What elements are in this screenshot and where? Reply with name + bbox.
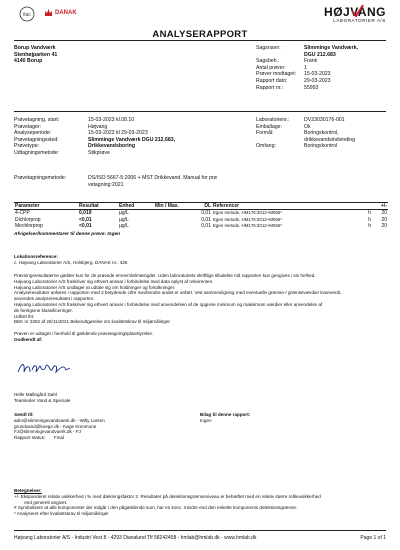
report-notes [14,273,386,343]
note-line: Højvang Laboratorier A/S fraskriver sig ethvert ansvar i forbindelse med anvendelsen af de opgivne minimum og maksimum værdier eller anvendelse af [14,301,323,307]
info-value: 29-03-2023 [304,77,331,84]
report-title: ANALYSERAPPORT [152,29,248,40]
info-row [256,71,388,78]
table-header-cell: Min / Max. [154,203,190,210]
table-header-cell: Parameter [14,203,78,210]
table-cell: Egen metode, HM176:2012+M065* [213,210,282,216]
table-cell: h [368,222,371,229]
signatory-name: Helle Møllegård Dahl [14,392,57,397]
table-cell [154,223,190,229]
ilac-mra-icon [18,6,36,22]
note-line: Analyseresultater anføres i rapporten med 2 betydende cifre medmindre andet er anført. Ved sammenligning med eventuelle grænse-/ grænseværdier kvanverdi, [14,290,342,296]
deviation-comment [14,232,120,239]
info-value: Stikprøve [88,149,110,156]
table-cell: µg/L [119,210,129,217]
info-row [256,130,388,137]
table-header-cell: Enhed [118,203,154,210]
info-value: Ok [304,123,311,130]
page-number: Page 1 of 1 [360,535,386,541]
note-line: BEK nr 2362 af 26/11/2021 Bekendtgørelse om kvalitetskrav til miljømålinger [14,319,170,325]
customer-line: 4140 Borup [14,58,43,65]
note-line: Prøvningsresultaterne gælder kun for de prøvede emner/delmængder. Uden laboratoriets skriftlige tilladelse må rapporten kun gengives i sin helhed. [14,273,316,278]
location-reference [14,254,386,266]
table-cell: Egen metode, HM176:2012+M065* [213,216,282,222]
deviation-text: Afvigelser/kommentarer til denne prøve: Ingen [14,232,121,237]
info-label: Udtagningsmetode: [14,149,59,156]
info-value: Boringskontrol, [304,130,339,137]
table-cell: <0,01 [79,222,92,229]
info-label: Prøvetagning, start: [14,117,60,123]
info-row [256,58,388,65]
danak-text: DANAK [55,10,77,16]
customer-address [14,45,57,65]
info-label: Omfang: [256,143,276,150]
info-value: Drikkevandsboring [88,143,135,150]
info-value: 15-03-2023 kl.08.10 [88,117,135,123]
legend-heading: Betegnelser: [14,488,42,493]
table-cell: 0,019 [79,210,92,217]
info-row [256,65,388,72]
info-value: Slimminge Vandværk, [304,45,358,51]
table-header-cell: DL [190,203,212,210]
company-logo-text: HØJVANG [324,5,386,19]
info-label [256,52,304,59]
info-value: DGU 212.683 [304,51,336,58]
note-line: Udført iht: [14,313,35,319]
legend-line: end generelt angivet. [14,499,68,505]
table-cell: µg/L [119,222,129,229]
check-mark-icon [350,4,364,18]
table-header-cell [342,203,372,210]
legend-line: # Symbolisere at alle komponenter der indgår i den pågældende sum, har en konc. mindre end den enkelte komponents detektionsgrænse. [14,505,298,511]
info-row [256,78,388,85]
table-cell: 0,01 [201,216,211,223]
info-label: Prøvetype: [14,143,40,150]
legend-line: * Analyseret efter kvalitetskrav til miljømålinger [14,511,109,517]
company-logo-subtext: LABORATORIER A/S [333,18,386,23]
sample-info-right [256,117,388,150]
info-row [14,130,244,137]
customer-line: Stenhøjparken 41 [14,51,58,58]
footer-address: Højvang Laboratorier A/S - Industri Vest 8 - 4293 Dianalund Tlf 58242458 - hmlab@hmlab.dk - www.hmlab.dk [14,535,257,541]
results-table [14,202,388,229]
info-value: 55993 [304,84,319,91]
info-label: Laboratorienr.: [256,117,290,123]
info-label: Rapport nr.: [256,84,284,91]
report-status-label: Rapport status: [14,435,46,441]
note-line: Højvang Laboratorier A/S fraskriver sig ethvert ansvar i forbindelse med data oplyst af rekvirenten. [14,278,214,284]
table-header-cell: +/- [372,203,388,210]
table-cell [154,210,190,217]
info-label: Prøver modtaget: [256,71,297,78]
table-header-row [14,203,388,210]
table-cell: 20 [381,210,387,217]
note-line: anvendes analyseresultatet i rapporten. [14,296,95,302]
info-row [14,150,244,157]
danak-logo [44,8,77,18]
info-value: Højvang [88,123,108,130]
info-label: Sagsbeh.: [256,58,280,65]
table-cell: Dichlorprop [15,216,41,223]
case-info [256,45,388,91]
table-row [14,210,388,217]
table-cell: h [368,210,371,217]
sampling-method [14,175,344,188]
svg-text:ilac: ilac [23,12,31,18]
info-row [256,85,388,92]
table-cell: 0,01 [201,222,211,229]
sent-to [14,412,214,441]
recipient-line: FJ@slimmingevandvaerk.dk - FJ [14,429,81,435]
table-cell: µg/L [119,216,129,223]
note-line: Prøven er udtaget i henhold til gældende prøvetagningsplanstyrelse. [14,330,154,336]
info-label: Prøvetager: [14,123,42,130]
info-row [256,117,388,124]
recipient-line: adm@slimmingevandvaerk.dk - Willy Larsen [14,417,105,423]
info-row [14,124,244,131]
location-line: c. Højvang Laboratorier A/S, Holsbjerg. DANAK nr.: 426 [14,259,128,265]
info-value: Frank [304,58,318,65]
attachments-heading: Bilag til denne rapport: [200,412,251,417]
info-value: 1 [304,64,307,71]
footer-divider [14,530,386,531]
report-status-value: Final [54,435,64,441]
info-value: Slimminge Vandværk DGU 212.683, [88,136,176,143]
signatory [14,392,386,404]
info-row [14,143,244,150]
info-label [256,137,304,144]
note-line: Godkendt af: [14,336,43,342]
table-cell: h [368,216,371,223]
handwritten-signature-icon [16,358,72,378]
info-row [256,143,388,150]
attachments [200,412,320,424]
section-divider [14,111,386,112]
info-label: Prøvetagningssted: [14,136,59,143]
ilac-logo [18,6,36,22]
signature-image [16,358,72,383]
info-value: 15-03-2023 til 29-03-2023 [88,130,148,137]
table-cell: 20 [381,222,387,229]
info-row [256,52,388,59]
customer-line: Borup Vandværk [14,45,56,51]
recipient-line: grundvand@koege.dk - Køge Kommune [14,423,97,429]
signatory-title: Teamleder Vand & Speciale [14,397,71,403]
info-row [256,124,388,131]
info-value: Boringskontrol [304,143,338,150]
sent-to-heading: Sendt til: [14,412,34,417]
info-row [256,45,388,52]
table-cell: <0,01 [79,216,92,223]
info-label: Rapport dato: [256,77,288,84]
info-label: Analyseperiode: [14,130,52,137]
header-divider [14,40,386,41]
attachments-value: Ingen [200,417,212,423]
info-value: drikkevandsindvinding [304,136,356,143]
info-row [256,137,388,144]
table-cell: Mechlorprop [15,222,43,229]
note-line: Højvang Laboratorier A/S undlager at udtale sig om holdninger og fortolkninger. [14,284,176,290]
legend-line: +/- Ekspanderet relativ usikkerhed i % med dækningsfaktor 2. Resultater på detektionsgrænseniveau er behæftet med en relativ større måleusikkerhed [14,493,321,499]
table-cell: Egen metode, HM176:2012+M065* [213,222,282,228]
sampling-method-value: DS/ISO 5667-5:2006 + MST Drikkevand. Manual for prø [88,175,217,181]
table-header-cell: Resultat [78,203,118,210]
table-header-cell: Referencer [212,203,342,210]
legend [14,488,386,517]
table-cell: 0,01 [201,210,211,217]
sampling-method-value-cont: vetagning:2021 [88,181,124,188]
info-row [14,117,244,124]
info-label: Emballage: [256,123,282,130]
company-logo [324,5,386,23]
info-label: Antal prøver: [256,64,286,71]
info-row [14,137,244,144]
note-line: de forelgivne klassificeringer. [14,307,73,313]
info-label: Formål: [256,130,274,137]
location-heading: Lokationsreference: [14,254,58,259]
info-label: Sagsnavn: [256,45,281,51]
sampling-method-label: Prøvetagningsmetode: [14,175,67,181]
table-cell: 4-CPP [15,210,30,217]
table-cell: 20 [381,216,387,223]
danak-crown-icon [44,8,53,18]
sample-info-left [14,117,244,157]
info-value: DV23030176-001 [304,117,345,123]
table-row [14,223,388,229]
info-value: 15-03-2023 [304,71,331,78]
